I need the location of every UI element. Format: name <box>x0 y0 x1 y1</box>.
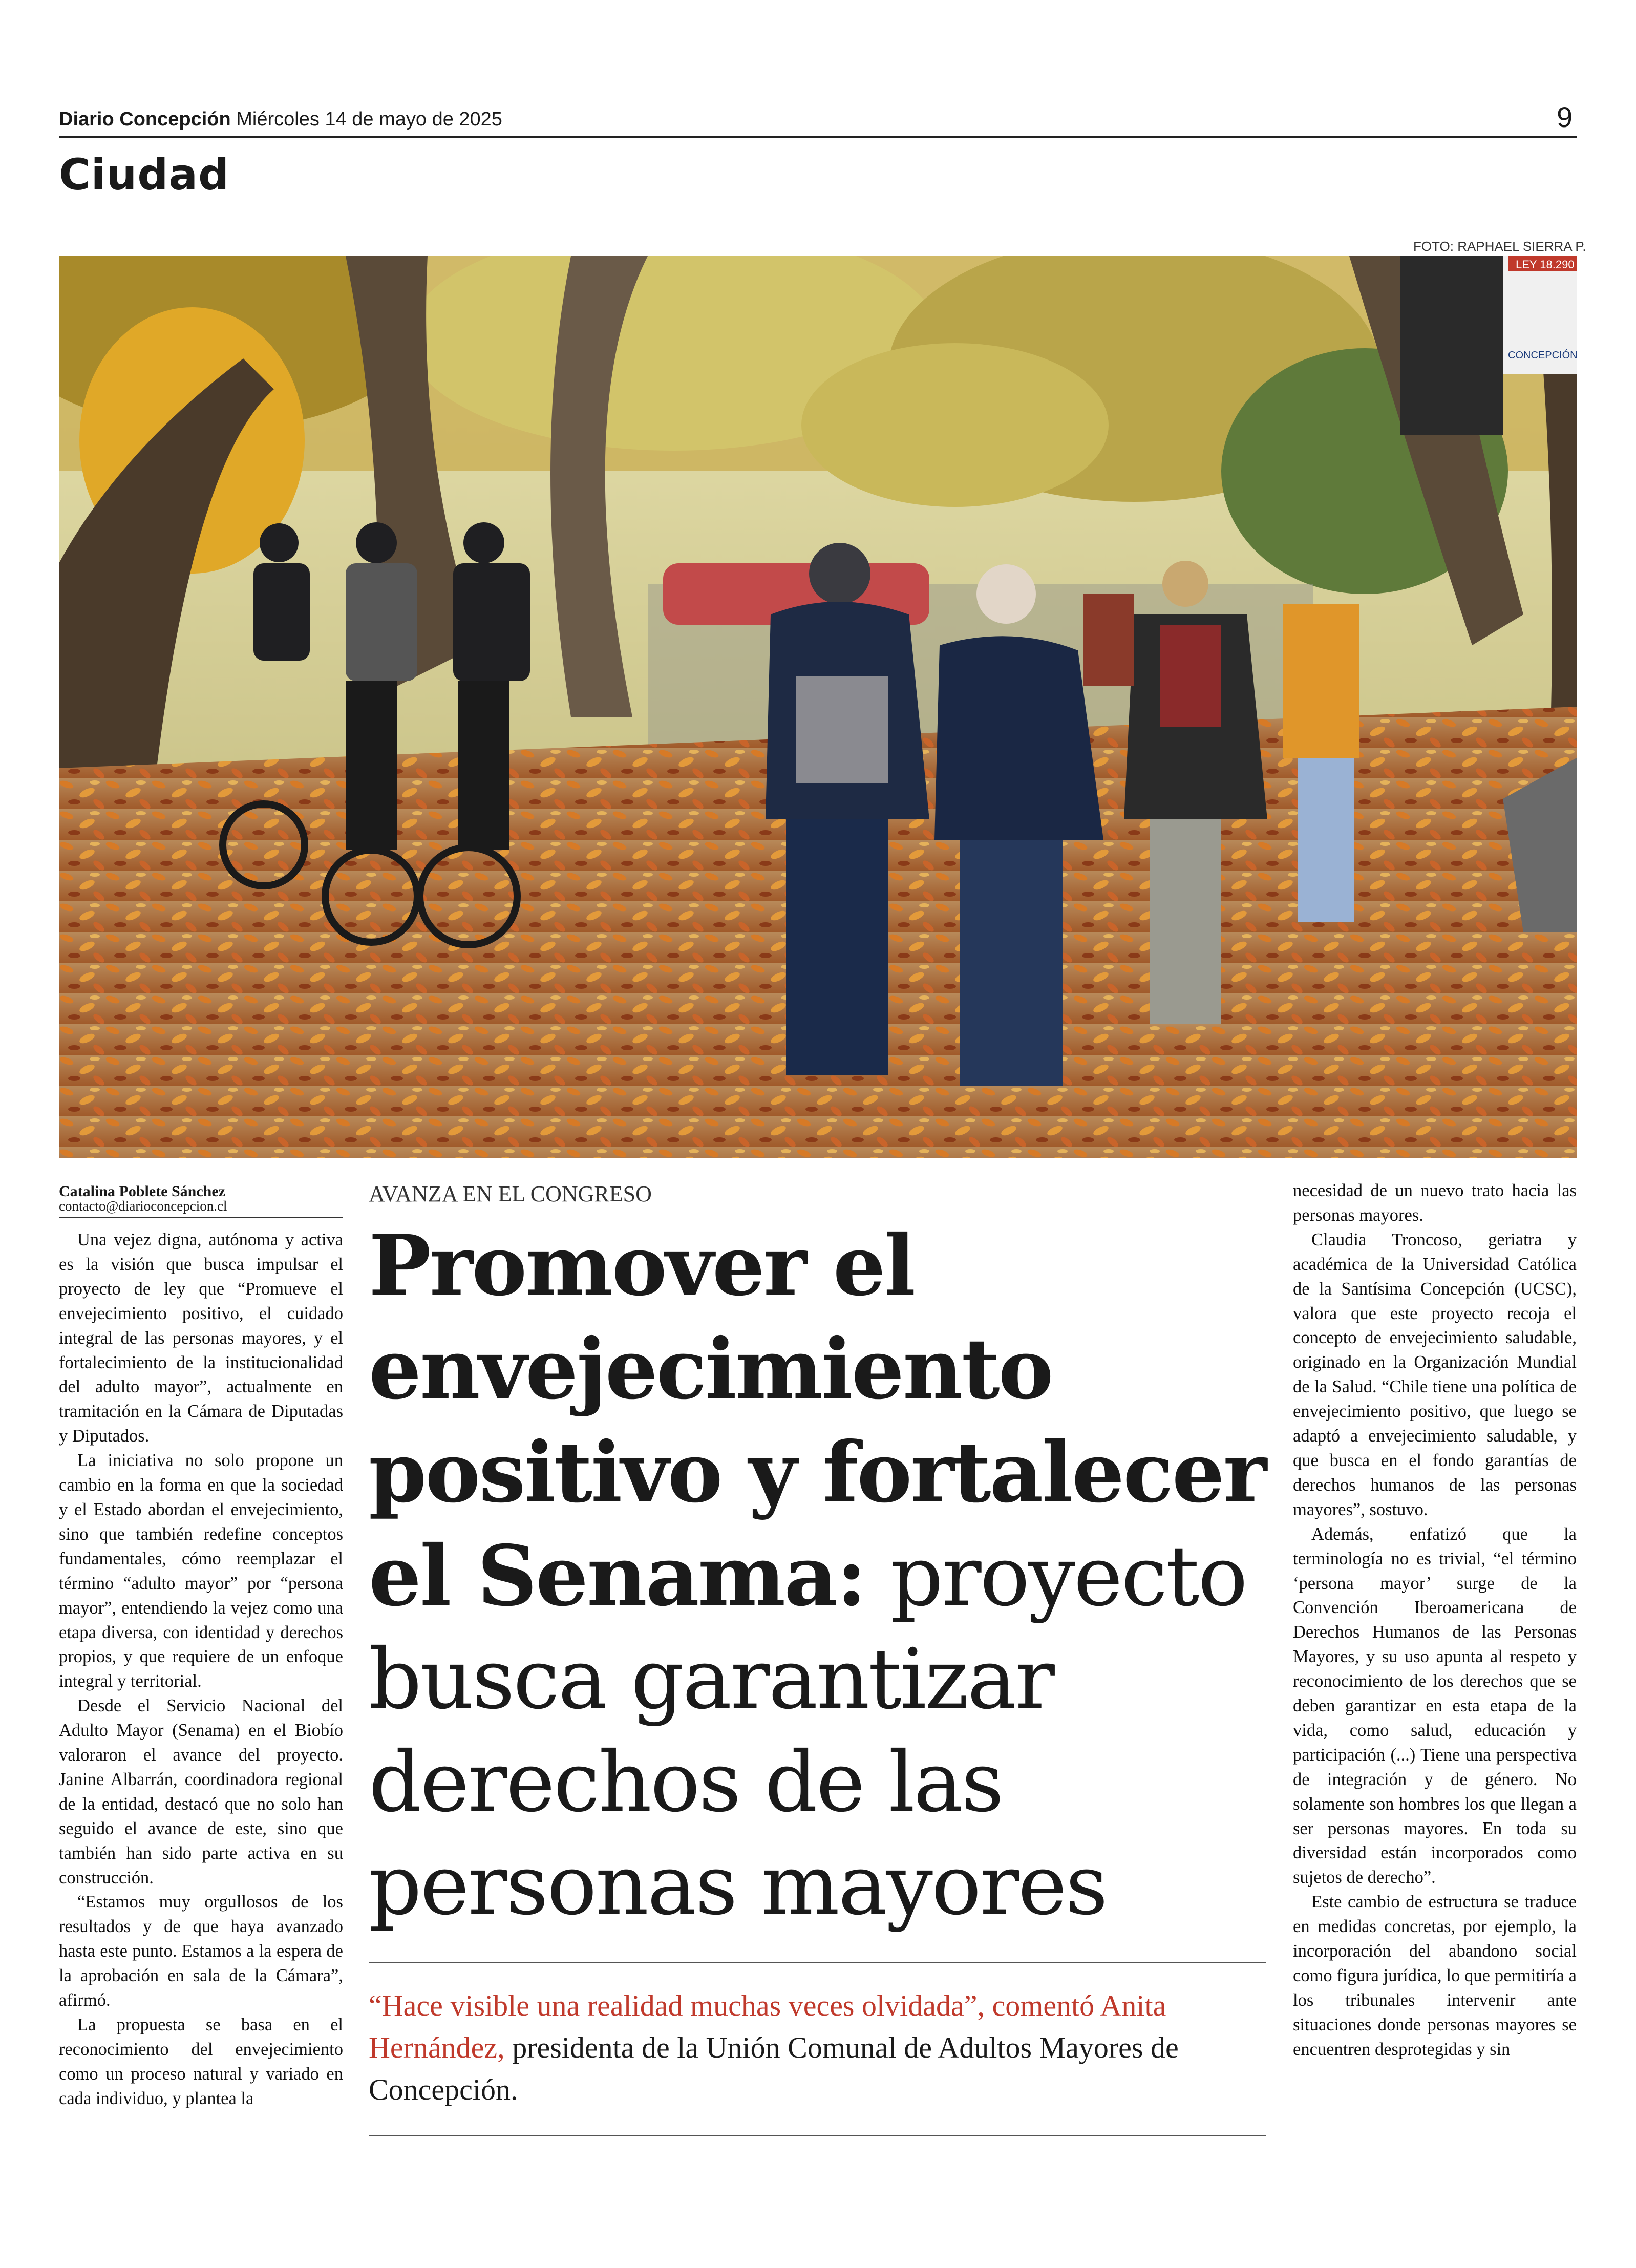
issue-date: Miércoles 14 de mayo de 2025 <box>236 109 502 130</box>
header-rule <box>59 136 1577 138</box>
paragraph: Desde el Servicio Nacional del Adulto Mayor (Senama) en el Biobío valoraron el avance del proyecto. Janine Albarrán, coordinadora regional de la entidad, destacó que no solo han seguido el avance de este, sino que también han sido parte activa en su construcción. <box>59 1696 343 1888</box>
paragraph: necesidad de un nuevo trato hacia las personas mayores. <box>1293 1181 1577 1225</box>
byline-name: Catalina Poblete Sánchez <box>59 1183 225 1200</box>
pull-quote-highlight: “Hace visible una realidad muchas veces olvidada”, comentó Anita Hernández, <box>369 1989 1166 2064</box>
headline-light: proyecto busca garantizar derechos de las personas mayores <box>369 1529 1246 1934</box>
section-title: Ciudad <box>59 150 230 200</box>
quote-rule-bottom <box>369 2135 1266 2136</box>
paper-name: Diario Concepción <box>59 109 231 130</box>
page-number: 9 <box>1557 101 1573 133</box>
paragraph: Una vejez digna, autónoma y activa es la visión que busca impulsar el proyecto de ley que “Promueve el envejecimiento positivo, el cuidado integral de las personas mayores, y el fortalecimiento de la institucionalidad del adulto mayor”, actualmente en tramitación en la Cámara de Diputadas y Diputados. <box>59 1230 343 1446</box>
sign-text: LEY 18.290 <box>1516 258 1575 271</box>
photo-credit: FOTO: RAPHAEL SIERRA P. <box>1413 239 1586 254</box>
pull-quote <box>369 1985 1266 2111</box>
byline-rule <box>59 1217 343 1218</box>
kicker: AVANZA EN EL CONGRESO <box>369 1181 652 1206</box>
main-photo <box>59 256 1577 1158</box>
headline-bold: Promover el envejecimiento positivo y fortalecer el Senama: <box>369 1217 1266 1625</box>
body-column-right <box>1293 1179 1577 2062</box>
body-column-left <box>59 1228 343 2111</box>
paragraph: Este cambio de estructura se traduce en medidas concretas, por ejemplo, la incorporación del abandono social como figura jurídica, lo que permitiría a los tribunales intervenir ante situaciones donde personas mayores se encuentren desprotegidas y sin <box>1293 1892 1577 2059</box>
quote-rule-top <box>369 1962 1266 1963</box>
byline-email[interactable]: contacto@diarioconcepcion.cl <box>59 1198 227 1214</box>
pull-quote-rest: presidenta de la Unión Comunal de Adultos Mayores de Concepción. <box>369 2031 1179 2106</box>
paragraph: Además, enfatizó que la terminología no es trivial, “el término ‘persona mayor’ surge de la Convención Iberoamericana de Derechos Humanos de las Personas Mayores, y su uso apunta al respeto y reconocimiento de los derechos que se deben garantizar en esta etapa de la vida, como salud, educación y participación (...) Tiene una perspectiva de integración y de género. No solamente son hombres los que llegan a ser personas mayores. En toda su diversidad están incorporados como sujetos de derecho”. <box>1293 1524 1577 1888</box>
paragraph: La iniciativa no solo propone un cambio en la forma en que la sociedad y el Estado abordan el envejecimiento, sino que también redefine conceptos fundamentales, cómo reemplazar el término “adulto mayor” por “persona mayor”, entendiendo la vejez como una etapa diversa, con identidad y derechos propios, y que requiere de un enfoque integral y territorial. <box>59 1451 343 1691</box>
sign-text-2: CONCEPCIÓN <box>1508 350 1577 361</box>
masthead <box>59 109 502 131</box>
paragraph: “Estamos muy orgullosos de los resultados y de que haya avanzado hasta este punto. Estamos a la espera de la aprobación en sala de la Cámara”, afirmó. <box>59 1892 343 2010</box>
paragraph: Claudia Troncoso, geriatra y académica de la Universidad Católica de la Santísima Concepción (UCSC), valora que este proyecto recoja el concepto de envejecimiento saludable, originado en la Organización Mundial de la Salud. “Chile tiene una política de envejecimiento positivo, que luego se adaptó a envejecimiento saludable, y que busca en el fondo garantías de derechos humanos de las personas mayores”, sostuvo. <box>1293 1230 1577 1519</box>
paragraph: La propuesta se basa en el reconocimiento del envejecimiento como un proceso natural y variado en cada individuo, y plantea la <box>59 2015 343 2108</box>
headline <box>369 1215 1270 1937</box>
